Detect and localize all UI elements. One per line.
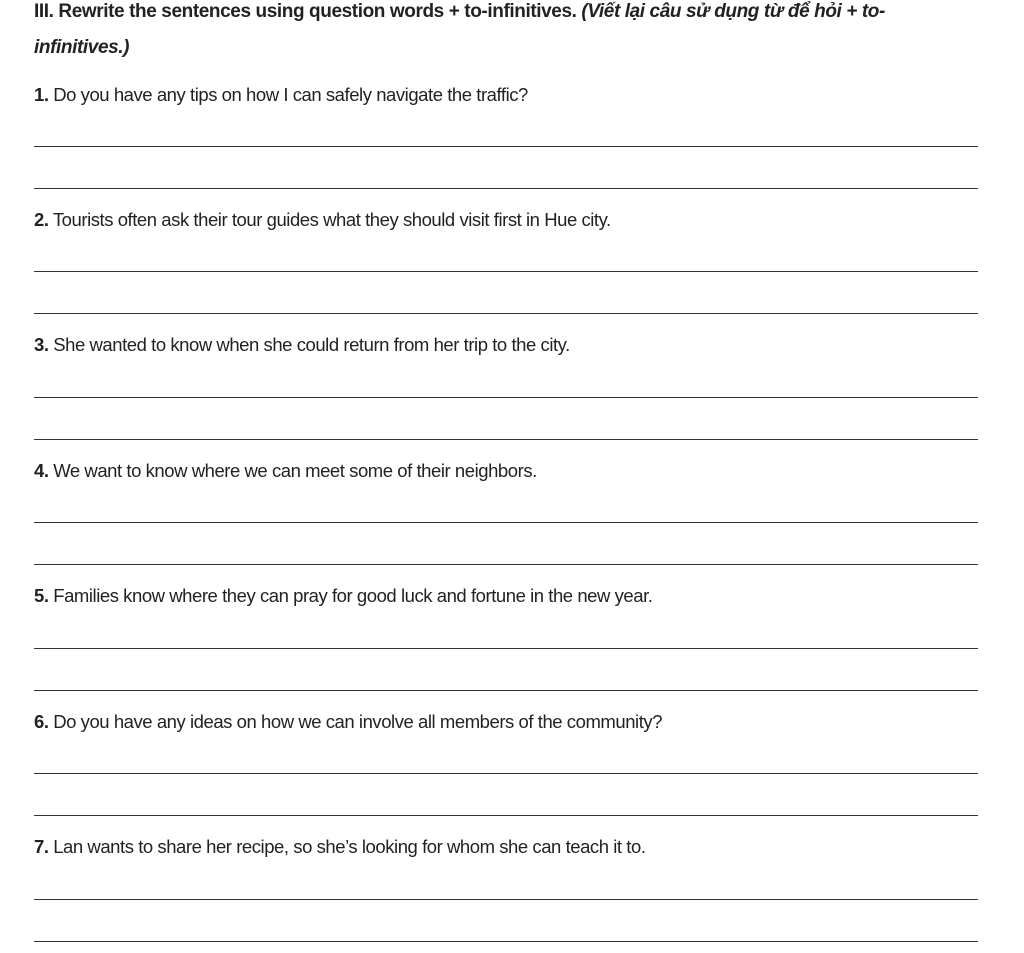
question-number: 3. — [34, 334, 49, 355]
question-number: 6. — [34, 711, 49, 732]
answer-line-1b[interactable] — [34, 188, 978, 189]
answer-line-3b[interactable] — [34, 439, 978, 440]
answer-line-2b[interactable] — [34, 313, 978, 314]
question-number: 7. — [34, 836, 49, 857]
question-number: 5. — [34, 585, 49, 606]
answer-line-6a[interactable] — [34, 773, 978, 774]
question-number: 1. — [34, 84, 49, 105]
question-number: 4. — [34, 460, 49, 481]
answer-line-7b[interactable] — [34, 941, 978, 942]
answer-line-4b[interactable] — [34, 564, 978, 565]
question-text: Lan wants to share her recipe, so she’s looking for whom she can teach it to. — [48, 836, 646, 857]
answer-line-6b[interactable] — [34, 815, 978, 816]
question-3 — [34, 333, 570, 357]
answer-line-5b[interactable] — [34, 690, 978, 691]
answer-line-5a[interactable] — [34, 648, 978, 649]
answer-line-3a[interactable] — [34, 397, 978, 398]
answer-line-1a[interactable] — [34, 146, 978, 147]
exercise-heading — [34, 0, 885, 24]
question-number: 2. — [34, 209, 49, 230]
question-text: She wanted to know when she could return from her trip to the city. — [48, 334, 570, 355]
question-text: Families know where they can pray for good luck and fortune in the new year. — [48, 585, 653, 606]
answer-line-7a[interactable] — [34, 899, 978, 900]
question-text: Do you have any tips on how I can safely navigate the traffic? — [48, 84, 528, 105]
question-text: Do you have any ideas on how we can involve all members of the community? — [48, 711, 663, 732]
exercise-translation: (Viết lại câu sử dụng từ để hỏi + to- — [576, 1, 885, 22]
question-5 — [34, 584, 652, 608]
question-4 — [34, 459, 537, 483]
exercise-title: III. Rewrite the sentences using question words + to-infinitives. — [34, 1, 577, 22]
answer-line-4a[interactable] — [34, 522, 978, 523]
question-6 — [34, 710, 662, 734]
exercise-translation-continued: infinitives.) — [34, 37, 130, 58]
question-2 — [34, 208, 611, 232]
question-text: We want to know where we can meet some of their neighbors. — [48, 460, 537, 481]
answer-line-2a[interactable] — [34, 271, 978, 272]
question-1 — [34, 83, 528, 107]
question-text: Tourists often ask their tour guides what they should visit first in Hue city. — [48, 209, 611, 230]
question-7 — [34, 835, 646, 859]
